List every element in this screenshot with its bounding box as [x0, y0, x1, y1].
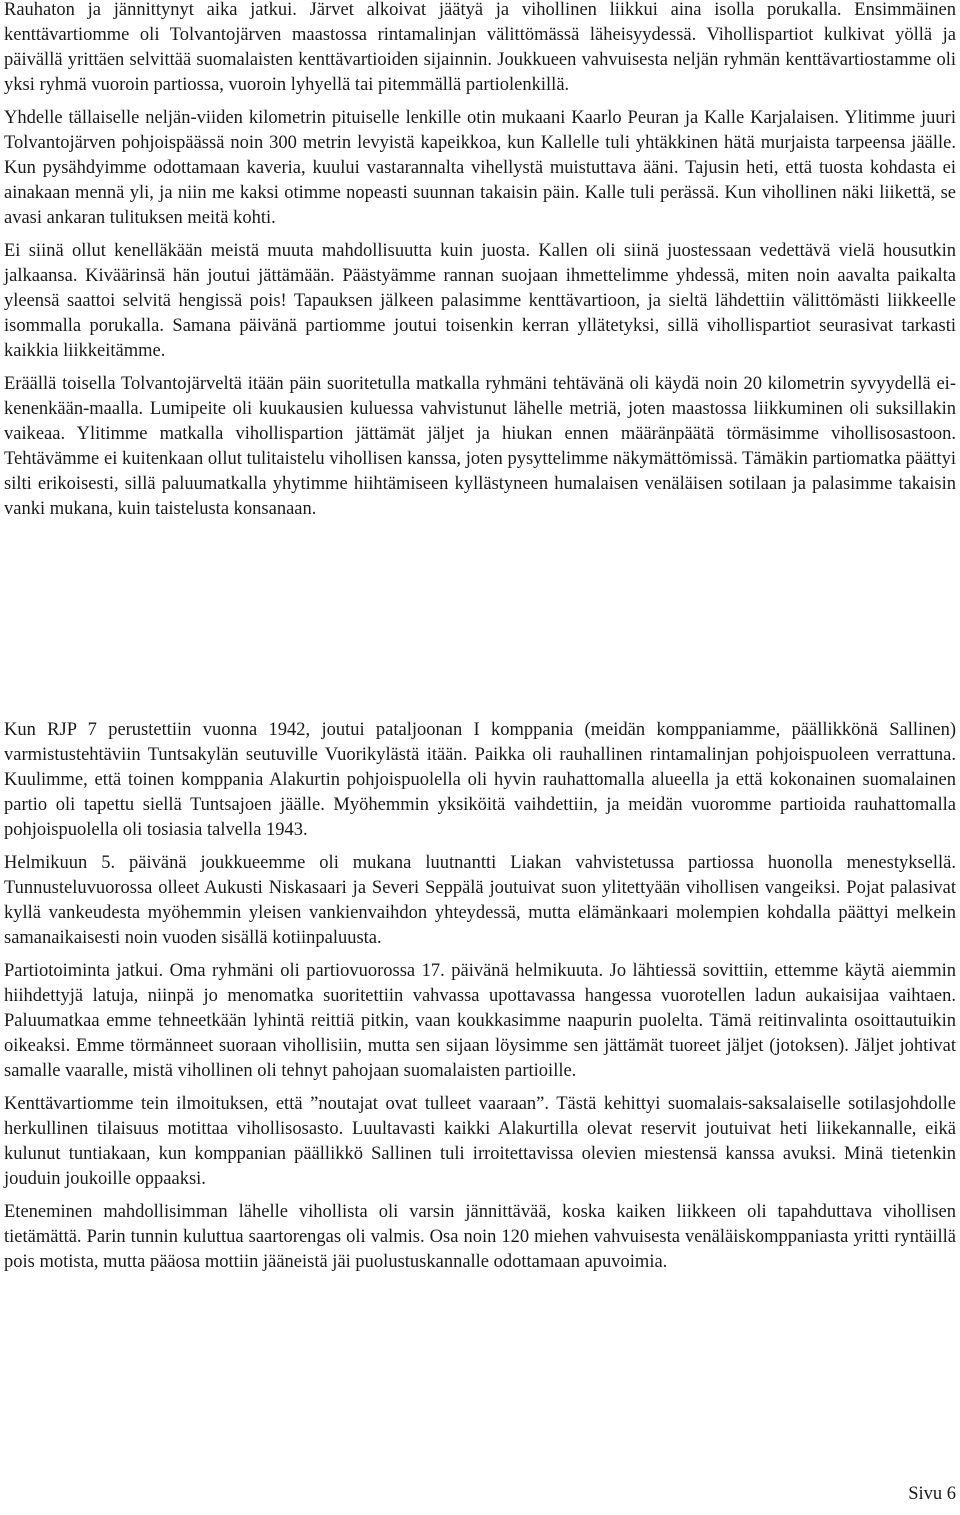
paragraph: Eteneminen mahdollisimman lähelle vihollista oli varsin jännittävää, koska kaiken liikkeen oli tapahduttava vihollisen tietämättä. Parin tunnin kuluttua saartorengas oli valmis. Osa noin 120 miehen vahvuisesta venäläiskomppaniasta yritti ryntäillä pois motista, mutta pääosa mottiin jääneistä jäi puolustuskannalle odottamaan apuvoimia. — [4, 1202, 956, 1272]
text-block-upper — [4, 0, 956, 522]
paragraph: Ei siinä ollut kenelläkään meistä muuta mahdollisuutta kuin juosta. Kallen oli siinä juostessaan vedettävä vielä housutkin jalkaansa. Kiväärinsä hän joutui jättämään. Päästyämme rannan suojaan ihmettelimme yhdessä, miten noin aavalta paikalta yleensä saattoi selvitä hengissä pois! Tapauksen jälkeen palasimme kenttävartioon, ja sieltä lähdettiin välittömästi liikkeelle isommalla porukalla. Samana päivänä partiomme joutui toisenkin kerran yllätetyksi, sillä vihollispartiot seurasivat tarkasti kaikkia liikkeitämme. — [4, 241, 956, 361]
paragraph: Rauhaton ja jännittynyt aika jatkui. Järvet alkoivat jäätyä ja vihollinen liikkui aina isolla porukalla. Ensimmäinen kenttävartiomme oli Tolvantojärven maastossa rintamalinjan välittömässä läheisyydessä. Vihollispartiot kulkivat yöllä ja päivällä yrittäen selvittää suomalaisten kenttävartioiden sijainnin. Joukkueen vahvuisesta neljän ryhmän kenttävartiostamme oli yksi ryhmä vuoroin partiossa, vuoroin lyhyellä tai pitemmällä partiolenkillä. — [4, 0, 956, 95]
paragraph: Helmikuun 5. päivänä joukkueemme oli mukana luutnantti Liakan vahvistetussa partiossa huonolla menestyksellä. Tunnusteluvuorossa olleet Aukusti Niskasaari ja Severi Seppälä joutuivat suon ylitettyään vihollisen vangeiksi. Pojat palasivat kyllä vankeudesta myöhemmin yleisen vankienvaihdon yhteydessä, mutta elämänkaari molempien kohdalla päättyi melkein samanaikaisesti noin vuoden sisällä kotiinpaluusta. — [4, 853, 956, 948]
paragraph: Yhdelle tällaiselle neljän-viiden kilometrin pituiselle lenkille otin mukaani Kaarlo Peuran ja Kalle Karjalaisen. Ylitimme juuri Tolvantojärven pohjoispäässä noin 300 metrin levyistä kapeikkoa, kun Kallelle tuli yhtäkkinen hätä murjaista tarpeensa jäälle. Kun pysähdyimme odottamaan kaveria, kuului vastarannalta vihellystä muistuttava ääni. Tajusin heti, että tuosta kohdasta ei ainakaan mennä yli, ja niin me kaksi otimme nopeasti suunnan takaisin päin. Kalle tuli perässä. Kun vihollinen näki liikettä, se avasi ankaran tulituksen meitä kohti. — [4, 108, 956, 228]
paragraph: Kenttävartiomme tein ilmoituksen, että ”noutajat ovat tulleet vaaraan”. Tästä kehittyi suomalais-saksalaiselle sotilasjohdolle herkullinen tilaisuus motittaa vihollisosasto. Luultavasti kaikki Alakurtilla olevat reservit joutuivat heti liikekannalle, eikä kulunut tuntiakaan, kun komppanian päällikkö Sallinen tuli irroitettavissa olevien miestensä kanssa avuksi. Minä tietenkin jouduin joukoille oppaaksi. — [4, 1094, 956, 1189]
paragraph: Kun RJP 7 perustettiin vuonna 1942, joutui pataljoonan I komppania (meidän komppaniamme, päällikkönä Sallinen) varmistustehtäviin Tuntsakylän seutuville Vuorikylästä itään. Paikka oli rauhallinen rintamalinjan pohjoispuoleen verrattuna. Kuulimme, että toinen komppania Alakurtin pohjoispuolella oli hyvin rauhattomalla alueella ja että kokonainen suomalainen partio oli tapettu siellä Tuntsajoen jäälle. Myöhemmin yksiköitä vaihdettiin, ja meidän vuoromme partioida rauhattomalla pohjoispuolella oli tosiasia talvella 1943. — [4, 720, 956, 840]
paragraph: Eräällä toisella Tolvantojärveltä itään päin suoritetulla matkalla ryhmäni tehtävänä oli käydä noin 20 kilometrin syvyydellä ei-kenenkään-maalla. Lumipeite oli kuukausien kuluessa vahvistunut lähelle metriä, joten maastossa liikkuminen oli suksillakin vaikeaa. Ylitimme matkalla vihollispartion jättämät jäljet ja hiukan ennen määränpäätä törmäsimme vihollisosastoon. Tehtävämme ei kuitenkaan ollut tulitaistelu vihollisen kanssa, joten pysyttelimme näkymättömissä. Tämäkin partiomatka päättyi silti erikoisesti, sillä paluumatkalla yhytimme hiihtämiseen kyllästyneen humalaisen venäläisen sotilaan ja palasimme takaisin vanki mukana, kuin taistelusta konsanaan. — [4, 374, 956, 519]
page-number: Sivu 6 — [908, 1484, 956, 1504]
text-block-lower — [4, 718, 956, 1275]
paragraph: Partiotoiminta jatkui. Oma ryhmäni oli partiovuorossa 17. päivänä helmikuuta. Jo lähtiessä sovittiin, ettemme käytä aiemmin hiihdettyjä latuja, niinpä jo menomatka suoritettiin vahvassa upottavassa hangessa vuorotellen ladun aukaisijaa vaihtaen. Paluumatkaa emme tehneetkään lyhintä reittiä pitkin, vaan koukkasimme naapurin puolelta. Tämä reitinvalinta osoittautuikin oikeaksi. Emme törmänneet suoraan vihollisiin, mutta sen sijaan löysimme sen jättämät tuoreet jäljet (jotoksen). Jäljet johtivat samalle vaaralle, mistä vihollinen oli tehnyt pahojaan suomalaisten partioille. — [4, 961, 956, 1081]
